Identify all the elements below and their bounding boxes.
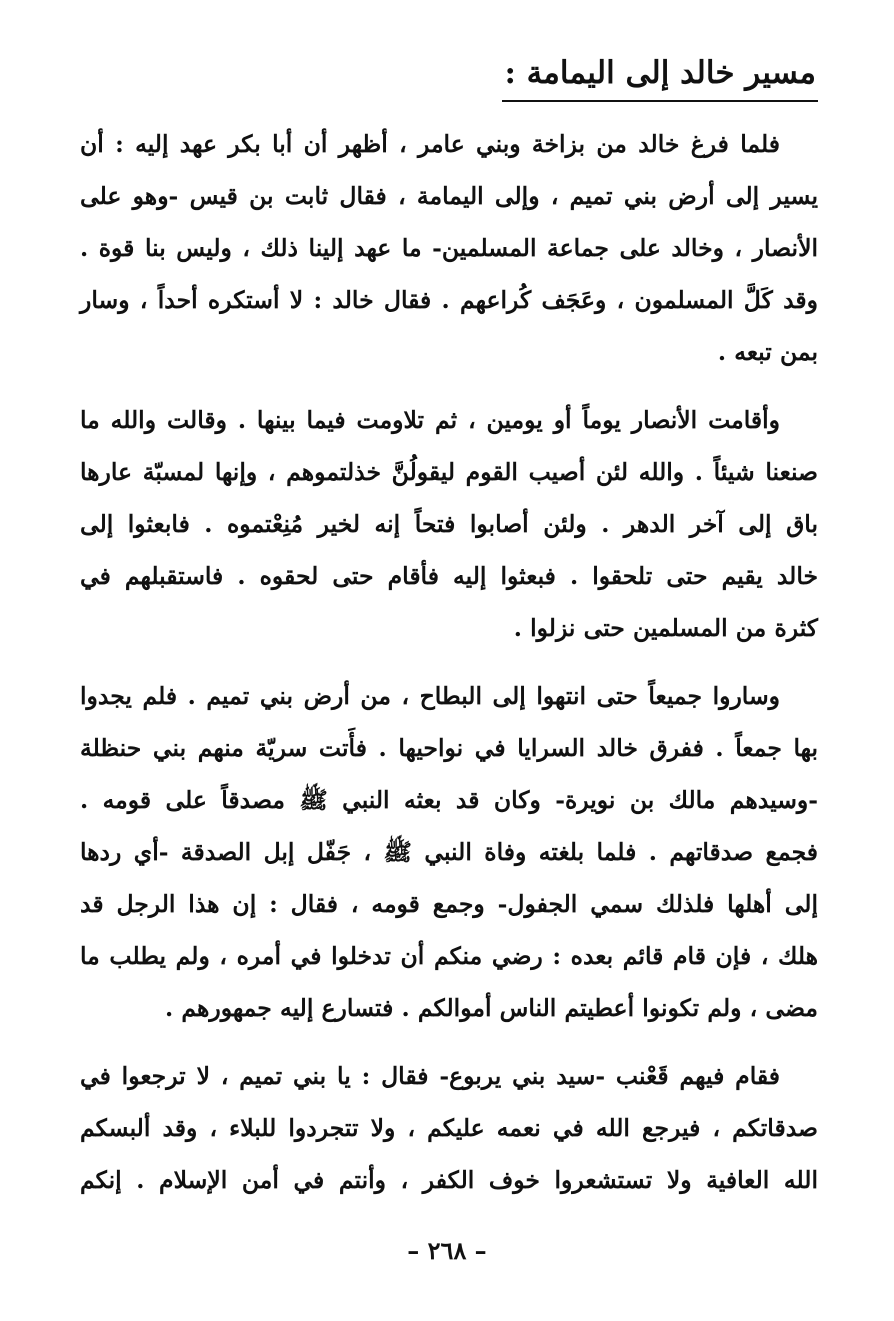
text-line: مضى ، ولم تكونوا أعطيتم الناس أموالكم . فتسارع إليه جمهورهم .	[164, 994, 818, 1022]
section-heading: مسير خالد إلى اليمامة :	[502, 50, 818, 102]
page-number: – ٢٦٨ –	[407, 1236, 487, 1265]
section-heading-wrap	[502, 50, 818, 102]
text-line: فلما فرغ خالد من بزاخة وبني عامر ، أظهر أن أبا بكر عهد إليه : أن	[80, 130, 780, 158]
text-line: الله العافية ولا تستشعروا خوف الكفر ، وأنتم في أمن الإسلام . إنكم	[80, 1166, 818, 1194]
text-line: الأنصار ، وخالد على جماعة المسلمين- ما عهد إلينا ذلك ، وليس بنا قوة .	[80, 234, 818, 262]
text-line: إلى أهلها فلذلك سمي الجفول- وجمع قومه ، فقال : إن هذا الرجل قد	[80, 890, 818, 918]
body-text	[80, 118, 818, 1222]
text-line: -وسيدهم مالك بن نويرة- وكان قد بعثه النبي ﷺ مصدقاً على قومه .	[80, 786, 818, 814]
text-line: خالد يقيم حتى تلحقوا . فبعثوا إليه فأقام حتى لحقوه . فاستقبلهم في	[80, 562, 818, 590]
paragraph-1	[80, 118, 818, 378]
text-line: فقام فيهم قَعْنب -سيد بني يربوع- فقال : يا بني تميم ، لا ترجعوا في	[80, 1062, 780, 1090]
text-line: وأقامت الأنصار يوماً أو يومين ، ثم تلاومت فيما بينها . وقالت والله ما	[80, 406, 780, 434]
text-line: صنعنا شيئاً . والله لئن أصيب القوم ليقولُنَّ خذلتموهم ، وإنها لمسبّة عارها	[80, 458, 818, 486]
text-line: صدقاتكم ، فيرجع الله في نعمه عليكم ، ولا تتجردوا للبلاء ، وقد ألبسكم	[80, 1114, 818, 1142]
text-line: وقد كَلَّ المسلمون ، وعَجَف كُراعهم . فقال خالد : لا أستكره أحداً ، وسار	[80, 286, 818, 314]
text-line: وساروا جميعاً حتى انتهوا إلى البطاح ، من أرض بني تميم . فلم يجدوا	[80, 682, 780, 710]
text-line: كثرة من المسلمين حتى نزلوا .	[513, 614, 818, 642]
text-line: بمن تبعه .	[717, 338, 818, 366]
text-line: فجمع صدقاتهم . فلما بلغته وفاة النبي ﷺ ، جَفّل إبل الصدقة -أي ردها	[80, 838, 818, 866]
text-line: يسير إلى أرض بني تميم ، وإلى اليمامة ، فقال ثابت بن قيس -وهو على	[80, 182, 818, 210]
paragraph-4	[80, 1050, 818, 1206]
text-line: بها جمعاً . ففرق خالد السرايا في نواحيها . فأَتت سريّة منهم بني حنظلة	[80, 734, 818, 762]
paragraph-3	[80, 670, 818, 1034]
paragraph-2	[80, 394, 818, 654]
text-line: هلك ، فإن قام قائم بعده : رضي منكم أن تدخلوا في أمره ، ولم يطلب ما	[80, 942, 818, 970]
text-line: باق إلى آخر الدهر . ولئن أصابوا فتحاً إنه لخير مُنِعْتموه . فابعثوا إلى	[80, 510, 818, 538]
